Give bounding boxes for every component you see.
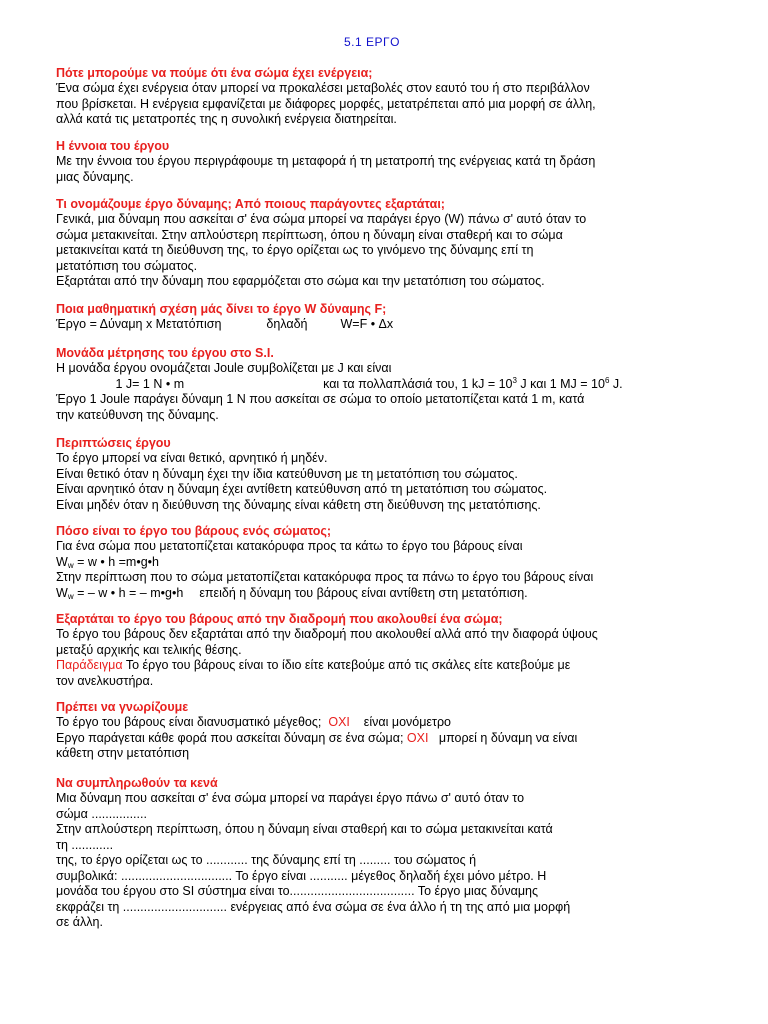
subscript: w xyxy=(67,591,74,601)
answer-text: είναι μονόμετρο xyxy=(363,715,452,729)
text-line: μεταξύ αρχικής και τελικής θέσης. xyxy=(56,642,242,657)
section-heading: Μονάδα μέτρησης του έργου στο S.I. xyxy=(56,346,274,360)
section-must-know xyxy=(56,700,696,762)
section-work-definition xyxy=(56,197,696,290)
section-work-cases xyxy=(56,436,696,513)
formula-words: Έργο = Δύναμη x Μετατόπιση xyxy=(56,317,222,331)
text-line: που βρίσκεται. Η ενέργεια εμφανίζεται με διάφορες μορφές, μετατρέπεται από μια μορφή σε άλλη, xyxy=(56,96,596,111)
text-line: την κατεύθυνση της δύναμης. xyxy=(56,407,219,422)
text-line: Ένα σώμα έχει ενέργεια όταν μπορεί να προκαλέσει μεταβολές στον εαυτό του ή στο περιβάλλον xyxy=(56,81,590,95)
section-heading: Ποια μαθηματική σχέση μάς δίνει το έργο W δύναμης F; xyxy=(56,302,387,316)
text-line: Η μονάδα έργου ονομάζεται Joule συμβολίζεται με J και είναι xyxy=(56,361,392,375)
multiples-text: J. xyxy=(609,376,623,391)
text-line: Το έργο μπορεί να είναι θετικό, αρνητικό ή μηδέν. xyxy=(56,451,328,465)
text-line: Με την έννοια του έργου περιγράφουμε τη μεταφορά ή τη μετατροπή της ενέργειας κατά τη δράση xyxy=(56,154,596,168)
text-line: Είναι αρνητικό όταν η δύναμη έχει αντίθετη κατεύθυνση από τη μετατόπιση του σώματος. xyxy=(56,482,548,496)
section-work-concept xyxy=(56,139,696,185)
text-line: μετακινείται κατά τη διεύθυνση της, το έργο ορίζεται ως το γινόμενο της δύναμης επί τη xyxy=(56,243,534,257)
multiples-text: και τα πολλαπλάσιά του, 1 kJ = 10 xyxy=(323,376,513,391)
example-text: Το έργο του βάρους είναι το ίδιο είτε κατεβούμε από τις σκάλες είτε κατεβούμε με xyxy=(122,658,571,672)
answer-no: ΟΧΙ xyxy=(406,730,429,745)
text-line: μιας δύναμης. xyxy=(56,169,134,184)
section-si-unit xyxy=(56,346,696,423)
exercise-line: τη ............ xyxy=(56,837,114,852)
section-path-independence xyxy=(56,612,696,689)
multiples-text: J και 1 MJ = 10 xyxy=(516,376,605,391)
text-line: μετατόπιση του σώματος. xyxy=(56,258,198,273)
formula-symbol: W xyxy=(56,554,68,569)
exercise-line: Στην απλούστερη περίπτωση, όπου η δύναμη είναι σταθερή και το σώμα μετακινείται κατά xyxy=(56,822,553,836)
formula-line xyxy=(56,555,696,571)
section-heading: Εξαρτάται το έργο του βάρους από την διαδρομή που ακολουθεί ένα σώμα; xyxy=(56,612,503,626)
exponent: 6 xyxy=(604,375,610,385)
section-heading: Η έννοια του έργου xyxy=(56,139,170,153)
section-weight-work xyxy=(56,524,696,601)
exercise-line: Μια δύναμη που ασκείται σ' ένα σώμα μπορεί να παράγει έργο πάνω σ' αυτό όταν το xyxy=(56,791,525,805)
text-line: Το έργο του βάρους δεν εξαρτάται από την διαδρομή που ακολουθεί αλλά από την διαφορά ύψους xyxy=(56,627,598,641)
formula-symbol: W xyxy=(56,585,68,600)
text-line: Γενικά, μια δύναμη που ασκείται σ' ένα σώμα μπορεί να παράγει έργο (W) πάνω σ' αυτό όταν το xyxy=(56,212,587,226)
section-heading: Πόσο είναι το έργο του βάρους ενός σώματος; xyxy=(56,524,332,538)
section-fill-blanks xyxy=(56,776,696,931)
example-label: Παράδειγμα xyxy=(56,658,123,672)
unit-line xyxy=(56,377,696,393)
subscript: w xyxy=(67,560,74,570)
text-line: τον ανελκυστήρα. xyxy=(56,673,154,688)
text-line: Είναι μηδέν όταν η διεύθυνση της δύναμης είναι κάθετη στη διεύθυνση της μετατόπισης. xyxy=(56,497,541,512)
section-heading: Πότε μπορούμε να πούμε ότι ένα σώμα έχει ενέργεια; xyxy=(56,66,373,80)
joule-definition: 1 J= 1 N • m xyxy=(115,376,185,391)
section-work-formula xyxy=(56,302,696,333)
qa-line xyxy=(56,731,696,747)
formula-explanation: επειδή η δύναμη του βάρους είναι αντίθετη στη μετατόπιση. xyxy=(199,585,528,600)
text-line: Στην περίπτωση που το σώμα μετατοπίζεται κατακόρυφα προς τα πάνω το έργο του βάρους είναι xyxy=(56,570,594,584)
exercise-line: σώμα ................ xyxy=(56,806,147,821)
section-heading: Πρέπει να γνωρίζουμε xyxy=(56,700,189,714)
text-line: σώμα μετακινείται. Στην απλούστερη περίπτωση, όπου η δύναμη είναι σταθερή και το σώμα xyxy=(56,227,563,242)
formula-symbols: W=F • Δx xyxy=(340,317,394,331)
section-energy xyxy=(56,66,696,128)
section-heading: Να συμπληρωθούν τα κενά xyxy=(56,776,218,790)
exercise-line: εκφράζει τη .............................. ενέργειας από ένα σώμα σε ένα άλλο ή τη της από μια μορφή xyxy=(56,899,571,914)
question-text: Το έργο του βάρους είναι διανυσματικό μέγεθος; xyxy=(56,715,322,729)
exercise-line: σε άλλη. xyxy=(56,915,103,929)
section-heading: Τι ονομάζουμε έργο δύναμης; Από ποιους παράγοντες εξαρτάται; xyxy=(56,197,445,211)
answer-text: μπορεί η δύναμη να είναι xyxy=(438,730,578,745)
question-text: Εργο παράγεται κάθε φορά που ασκείται δύναμη σε ένα σώμα; xyxy=(56,730,404,745)
text-line: αλλά κατά τις μετατροπές της η συνολική ενέργεια διατηρείται. xyxy=(56,112,397,126)
formula-line xyxy=(56,586,696,602)
text-line: κάθετη στην μετατόπιση xyxy=(56,746,190,760)
exercise-line: συμβολικά: ................................ Το έργο είναι ........... μέγεθος δηλαδή έχει μόνο μέτρο. Η xyxy=(56,868,547,883)
qa-line xyxy=(56,715,696,731)
formula-symbol: = – w • h = – m•g•h xyxy=(73,585,184,600)
formula-line xyxy=(56,317,696,333)
answer-no: ΟΧΙ xyxy=(328,715,350,729)
formula-symbol: = w • h =m•g•h xyxy=(73,554,159,569)
exponent: 3 xyxy=(512,375,517,385)
text-line: Έργο 1 Joule παράγει δύναμη 1 N που ασκείται σε σώμα το οποίο μετατοπίζεται κατά 1 m, κατά xyxy=(56,392,585,406)
section-heading: Περιπτώσεις έργου xyxy=(56,436,171,450)
exercise-line: της, το έργο ορίζεται ως το ............ της δύναμης επί τη ......... του σώματος ή xyxy=(56,853,477,867)
formula-connector: δηλαδή xyxy=(266,317,308,331)
text-line: Είναι θετικό όταν η δύναμη έχει την ίδια κατεύθυνση με τη μετατόπιση του σώματος. xyxy=(56,466,518,481)
text-line: Για ένα σώμα που μετατοπίζεται κατακόρυφα προς τα κάτω το έργο του βάρους είναι xyxy=(56,539,523,553)
exercise-line: μονάδα του έργου στο SI σύστημα είναι το.................................... Το έργο μιας δύναμης xyxy=(56,884,539,898)
example-line xyxy=(56,658,696,674)
page-title: 5.1 ΕΡΓΟ xyxy=(344,35,400,49)
text-line: Εξαρτάται από την δύναμη που εφαρμόζεται στο σώμα και την μετατόπιση του σώματος. xyxy=(56,274,545,288)
